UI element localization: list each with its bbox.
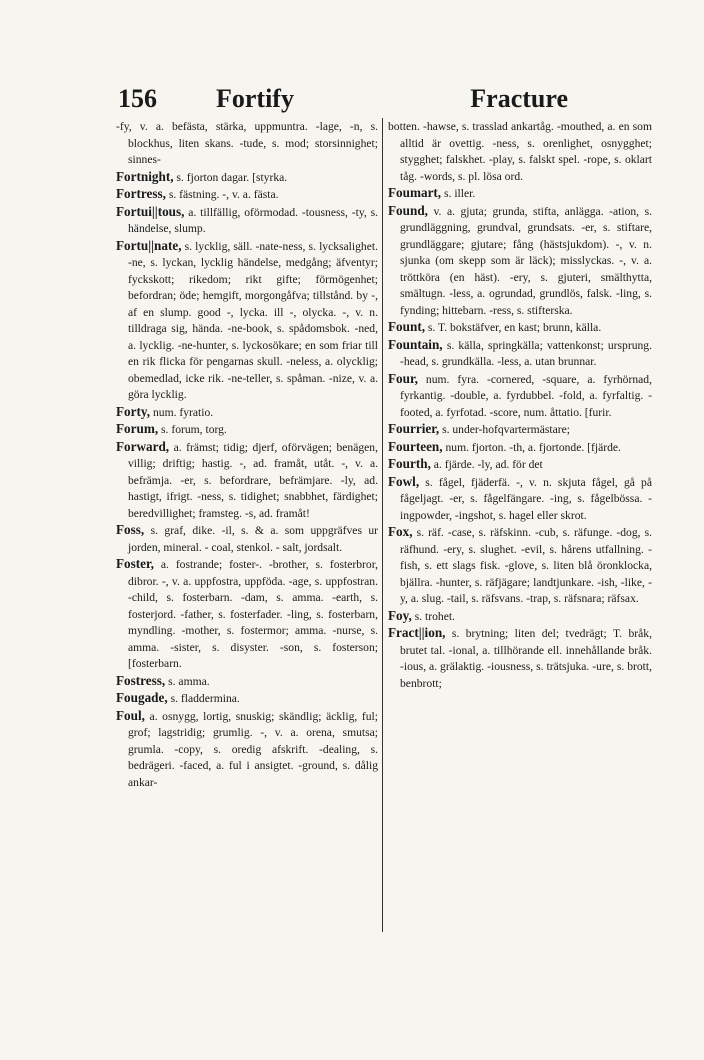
dictionary-entry <box>116 708 378 792</box>
entry-definition: v. a. gjuta; grunda, stifta, anlägga. -ation, s. grundläggning, grundval, grundsats. -er, s. stiftare, grundläggare; gjutare; fång (hästsjukdom). -, v. n. sjunka (om skepp som är läck); misslyckas. -, v. a. tröttköra (en häst). -ery, s. gjuteri, smälthytta, smältugn. -less, a. ogrundad, grundlös, falsk. -ling, s. fynding; hittebarn. -ress, s. stifterska. <box>400 204 652 317</box>
entry-definition: s. lycklig, säll. -nate-ness, s. lycksalighet. -ne, s. lyckan, lycklig händelse, medgång; äfventyr; fyckskott; rikedom; rikt gifte; förmögenhet; befordran; öde; hemgift, morgongåfva; tillstånd. by -, af en slump. good -, lycka. ill -, olycka. -, v. n. tilldraga sig, hända. -ne-book, s. spådomsbok. -ned, a. lycklig. -ne-hunter, s. lyckosökare; en som friar till en rik flicka för pengarnas skull. -neless, a. olycklig; obemedlad, icke rik. -ne-teller, s. spåman. -nize, v. a. göra lycklig. <box>128 239 378 401</box>
entry-headword: Fortress, <box>116 186 166 201</box>
entry-definition: a. tillfällig, oförmodad. -tousness, -ty, s. händelse, slump. <box>128 205 378 235</box>
column-divider <box>382 118 383 932</box>
entry-definition: a. främst; tidig; djerf, oförvägen; benägen, villig; driftig; hastig. -, ad. framåt, utåt. -, v. a. befrämja. -er, s. befordrare, befrämjare. -ly, ad. hastigt, ifrigt. -ness, s. tidighet; snabbhet, färdighet; beredvillighet; framsteg. -s, ad. framåt! <box>128 440 378 520</box>
entry-headword: Fougade, <box>116 690 168 705</box>
entry-headword: Forty, <box>116 403 151 419</box>
right-column <box>388 118 652 938</box>
dictionary-entry <box>116 439 378 523</box>
entry-headword: Fourth, <box>388 456 431 471</box>
entry-definition: a. osnygg, lortig, snuskig; skändlig; äcklig, ful; grof; lagstridig; grumlig. -, v. a. orena, smutsa; grumla. -copy, s. oredig afskrift. -dealing, s. bedrägeri. -faced, a. ful i ansigtet. -ground, s. dålig ankar- <box>128 709 378 789</box>
entry-headword: Foul, <box>116 707 145 723</box>
entry-definition: s. forum, torg. <box>161 423 227 436</box>
entry-definition: s. fästning. -, v. a. fästa. <box>168 188 279 201</box>
entry-headword: Found, <box>388 202 428 218</box>
dictionary-entry <box>116 238 378 404</box>
entry-headword: Fortnight, <box>116 168 174 184</box>
dictionary-entry <box>388 524 652 608</box>
entry-definition: s. fladdermina. <box>170 692 240 705</box>
entry-headword: Foumart, <box>388 185 442 200</box>
dictionary-entry <box>116 556 378 673</box>
entry-definition: s. amma. <box>168 674 210 688</box>
entry-headword: Fract||ion, <box>388 625 446 640</box>
right-guide-word: Fracture <box>470 84 568 113</box>
entry-definition: num. fyratio. <box>152 405 214 419</box>
dictionary-entry <box>116 186 378 204</box>
entry-definition: s. källa, springkälla; vattenkonst; ursprung. -head, s. grundkälla. -less, a. utan brunnar. <box>400 338 652 368</box>
entry-headword: Fount, <box>388 319 426 334</box>
entry-headword: Fortu||nate, <box>116 237 182 253</box>
entry-headword: Fountain, <box>388 336 443 352</box>
entry-headword: Fourrier, <box>388 421 440 436</box>
left-guide-word: Fortify <box>216 84 294 113</box>
dictionary-entry <box>388 608 652 626</box>
dictionary-entry <box>388 456 652 474</box>
entry-headword: Fortui||tous, <box>116 203 185 219</box>
dictionary-entry <box>388 371 652 422</box>
entry-headword: Fowl, <box>388 473 420 489</box>
dictionary-entry <box>388 203 652 320</box>
dictionary-entry <box>388 439 652 457</box>
dictionary-entry <box>116 169 378 187</box>
dictionary-entry <box>388 625 652 692</box>
entry-definition: s. brytning; liten del; tvedrägt; T. bråk, brutet tal. -ional, a. tillhörande ell. innehållande bråk. -ious, a. grälaktig. -iousness, s. trätsjuka. -ure, s. brott, benbrott; <box>400 627 652 690</box>
dictionary-entry <box>116 522 378 556</box>
entry-definition: num. fjorton. -th, a. fjortonde. [fjärde. <box>445 440 621 454</box>
entry-definition: -fy, v. a. befästa, stärka, uppmuntra. -lage, -n, s. blockhus, liten skans. -tude, s. mod; storsinnighet; sinnes- <box>116 120 378 166</box>
entry-headword: Foss, <box>116 522 145 537</box>
entry-definition: s. under-hofqvartermästare; <box>442 423 570 436</box>
dictionary-entry <box>388 421 652 439</box>
entry-definition: a. fjärde. -ly, ad. för det <box>433 458 543 471</box>
dictionary-entry <box>388 319 652 337</box>
entry-headword: Foster, <box>116 556 154 571</box>
entry-definition: s. iller. <box>444 187 476 200</box>
dictionary-entry <box>116 204 378 238</box>
entry-headword: Fox, <box>388 524 413 539</box>
entry-headword: Forward, <box>116 438 170 454</box>
dictionary-entry <box>116 673 378 691</box>
entry-definition: s. räf. -case, s. räfskinn. -cub, s. räfunge. -dog, s. räfhund. -ery, s. slughet. -evil, s. hårens utfallning. -fish, s. ett slags fisk. -glove, s. liten blå öronklocka, bjällra. -hunter, s. räfjägare; landtjunkare. -ish, -like, -y, a. slug. -tail, s. räfsvans. -trap, s. räfsnara; räfsax. <box>400 526 653 605</box>
dictionary-entry <box>388 337 652 371</box>
entry-definition: s. T. bokstäfver, en kast; brunn, källa. <box>427 321 602 334</box>
entry-headword: Four, <box>388 370 418 386</box>
dictionary-entry <box>388 185 652 203</box>
dictionary-entry <box>116 690 378 708</box>
entry-headword: Forum, <box>116 421 159 436</box>
entry-definition: botten. -hawse, s. trasslad ankartåg. -mouthed, a. en som alltid är ovettig. -ness, s. orenlighet, osnygghet; stygghet; falskhet. -play, s. falskt spel. -rope, s. oklart tåg. -words, s. pl. lösa ord. <box>388 120 652 183</box>
page-header <box>118 82 568 116</box>
entry-definition: s. fågel, fjäderfä. -, v. n. skjuta fågel, gå på fågeljagt. -er, s. fågelfängare. -ing, s. fågelbössa. -ingpowder, -ingshot, s. hagel eller skrot. <box>400 475 652 522</box>
entry-headword: Fourteen, <box>388 438 443 454</box>
dictionary-entry <box>116 404 378 422</box>
entry-headword: Fostress, <box>116 672 166 688</box>
entry-definition: s. fjorton dagar. [styrka. <box>176 170 288 184</box>
dictionary-entry <box>116 118 378 169</box>
dictionary-entry <box>388 474 652 525</box>
entry-definition: s. trohet. <box>414 609 455 623</box>
dictionary-entry <box>116 421 378 439</box>
left-column <box>116 118 378 938</box>
entry-definition: num. fyra. -cornered, -square, a. fyrhörnad, fyrkantig. -double, a. fyrdubbel. -fold, a. fyrfaltig. -footed, a. fyrfotad. -score, num. åttatio. [furir. <box>400 372 652 419</box>
dictionary-entry <box>388 118 652 185</box>
entry-definition: s. graf, dike. -il, s. & a. som uppgräfves ur jorden, mineral. - coal, stenkol. - salt, jordsalt. <box>128 524 378 554</box>
page-number: 156 <box>118 84 157 113</box>
entry-headword: Foy, <box>388 607 412 623</box>
entry-definition: a. fostrande; foster-. -brother, s. fosterbror, dibror. -, v. a. uppfostra, uppföda. -age, s. uppfostran. -child, s. fosterbarn. -dam, s. amma. -earth, s. fosterjord. -father, s. fosterfader. -ling, s. fosterbarn, myndling. -mother, s. fostermor; amma. -nurse, s. amma. -sister, s. disyster. -son, s. fosterson; [fosterbarn. <box>128 558 378 670</box>
